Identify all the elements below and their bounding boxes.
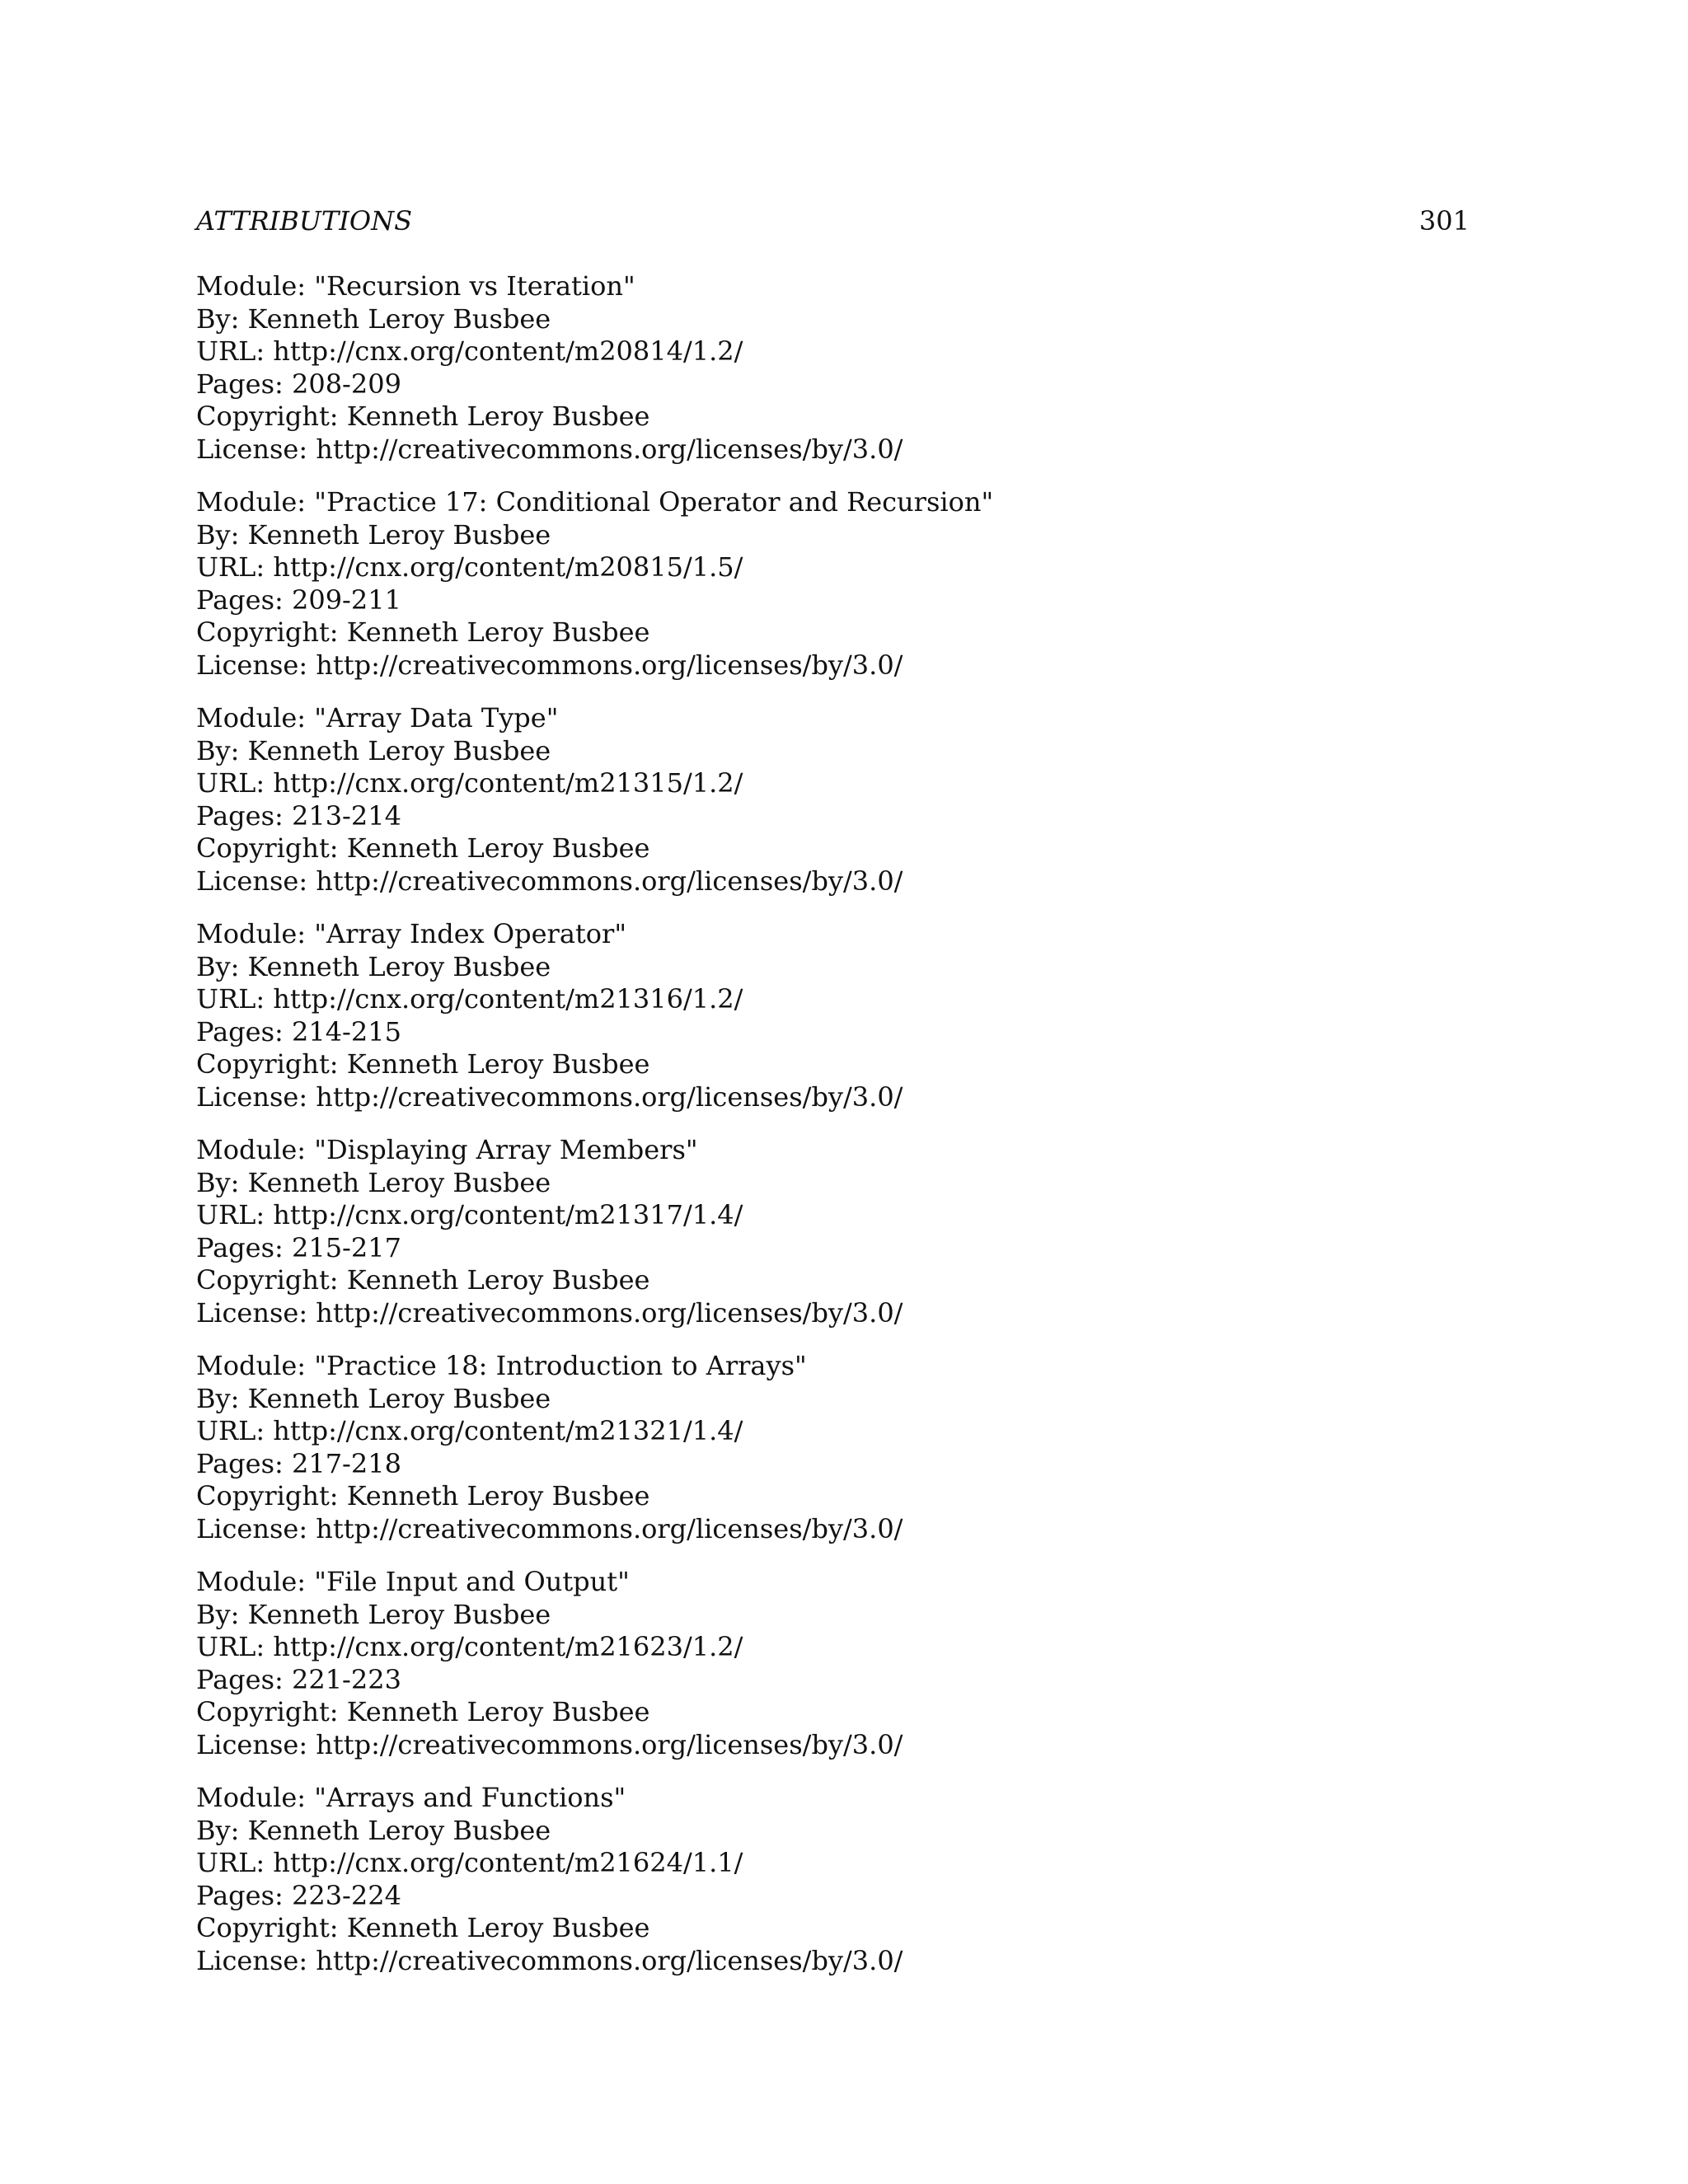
url-line: URL: http://cnx.org/content/m20815/1.5/ — [196, 551, 743, 583]
copyright-line: Copyright: Kenneth Leroy Busbee — [196, 616, 650, 648]
pages-line: Pages: 208-209 — [196, 368, 401, 400]
module-title: Module: "Practice 18: Introduction to Arrays" — [196, 1350, 807, 1381]
copyright-line: Copyright: Kenneth Leroy Busbee — [196, 1264, 650, 1296]
copyright-line: Copyright: Kenneth Leroy Busbee — [196, 832, 650, 864]
module-title: Module: "Recursion vs Iteration" — [196, 270, 635, 302]
pages-line: Pages: 217-218 — [196, 1447, 401, 1479]
copyright-line: Copyright: Kenneth Leroy Busbee — [196, 1912, 650, 1943]
module-title: Module: "File Input and Output" — [196, 1566, 630, 1597]
pages-line: Pages: 221-223 — [196, 1663, 401, 1695]
url-line: URL: http://cnx.org/content/m21321/1.4/ — [196, 1415, 743, 1446]
author-line: By: Kenneth Leroy Busbee — [196, 1814, 551, 1846]
pages-line: Pages: 223-224 — [196, 1879, 401, 1911]
attribution-list — [196, 270, 1470, 1998]
running-head — [196, 203, 1470, 239]
running-head-title: ATTRIBUTIONS — [196, 205, 412, 237]
pages-line: Pages: 214-215 — [196, 1015, 401, 1047]
attribution-entry — [196, 270, 1470, 486]
author-line: By: Kenneth Leroy Busbee — [196, 950, 551, 982]
copyright-line: Copyright: Kenneth Leroy Busbee — [196, 1480, 650, 1511]
license-line: License: http://creativecommons.org/licenses/by/3.0/ — [196, 1512, 903, 1544]
pages-line: Pages: 213-214 — [196, 799, 401, 832]
url-line: URL: http://cnx.org/content/m20814/1.2/ — [196, 335, 743, 367]
attribution-entry — [196, 1134, 1470, 1350]
pages-line: Pages: 215-217 — [196, 1231, 401, 1263]
license-line: License: http://creativecommons.org/licenses/by/3.0/ — [196, 1296, 903, 1329]
module-title: Module: "Array Data Type" — [196, 702, 559, 733]
module-title: Module: "Arrays and Functions" — [196, 1782, 626, 1813]
url-line: URL: http://cnx.org/content/m21623/1.2/ — [196, 1631, 743, 1662]
attribution-entry — [196, 1350, 1470, 1566]
url-line: URL: http://cnx.org/content/m21316/1.2/ — [196, 983, 743, 1015]
author-line: By: Kenneth Leroy Busbee — [196, 518, 551, 551]
license-line: License: http://creativecommons.org/licenses/by/3.0/ — [196, 649, 903, 681]
copyright-line: Copyright: Kenneth Leroy Busbee — [196, 1696, 650, 1727]
license-line: License: http://creativecommons.org/licenses/by/3.0/ — [196, 865, 903, 897]
license-line: License: http://creativecommons.org/licenses/by/3.0/ — [196, 1080, 903, 1113]
page-number: 301 — [1418, 205, 1470, 237]
attribution-entry — [196, 1782, 1470, 1998]
copyright-line: Copyright: Kenneth Leroy Busbee — [196, 401, 650, 432]
copyright-line: Copyright: Kenneth Leroy Busbee — [196, 1048, 650, 1080]
author-line: By: Kenneth Leroy Busbee — [196, 734, 551, 766]
url-line: URL: http://cnx.org/content/m21624/1.1/ — [196, 1847, 743, 1878]
attribution-entry — [196, 702, 1470, 918]
url-line: URL: http://cnx.org/content/m21317/1.4/ — [196, 1199, 743, 1230]
author-line: By: Kenneth Leroy Busbee — [196, 1166, 551, 1198]
module-title: Module: "Displaying Array Members" — [196, 1134, 698, 1165]
author-line: By: Kenneth Leroy Busbee — [196, 1598, 551, 1630]
attribution-entry — [196, 918, 1470, 1134]
license-line: License: http://creativecommons.org/licenses/by/3.0/ — [196, 433, 903, 465]
author-line: By: Kenneth Leroy Busbee — [196, 302, 551, 335]
author-line: By: Kenneth Leroy Busbee — [196, 1382, 551, 1414]
license-line: License: http://creativecommons.org/licenses/by/3.0/ — [196, 1944, 903, 1976]
url-line: URL: http://cnx.org/content/m21315/1.2/ — [196, 767, 743, 799]
attribution-entry — [196, 1566, 1470, 1782]
module-title: Module: "Practice 17: Conditional Operator and Recursion" — [196, 486, 994, 518]
module-title: Module: "Array Index Operator" — [196, 918, 627, 949]
attribution-entry — [196, 486, 1470, 702]
license-line: License: http://creativecommons.org/licenses/by/3.0/ — [196, 1728, 903, 1760]
pages-line: Pages: 209-211 — [196, 583, 401, 616]
